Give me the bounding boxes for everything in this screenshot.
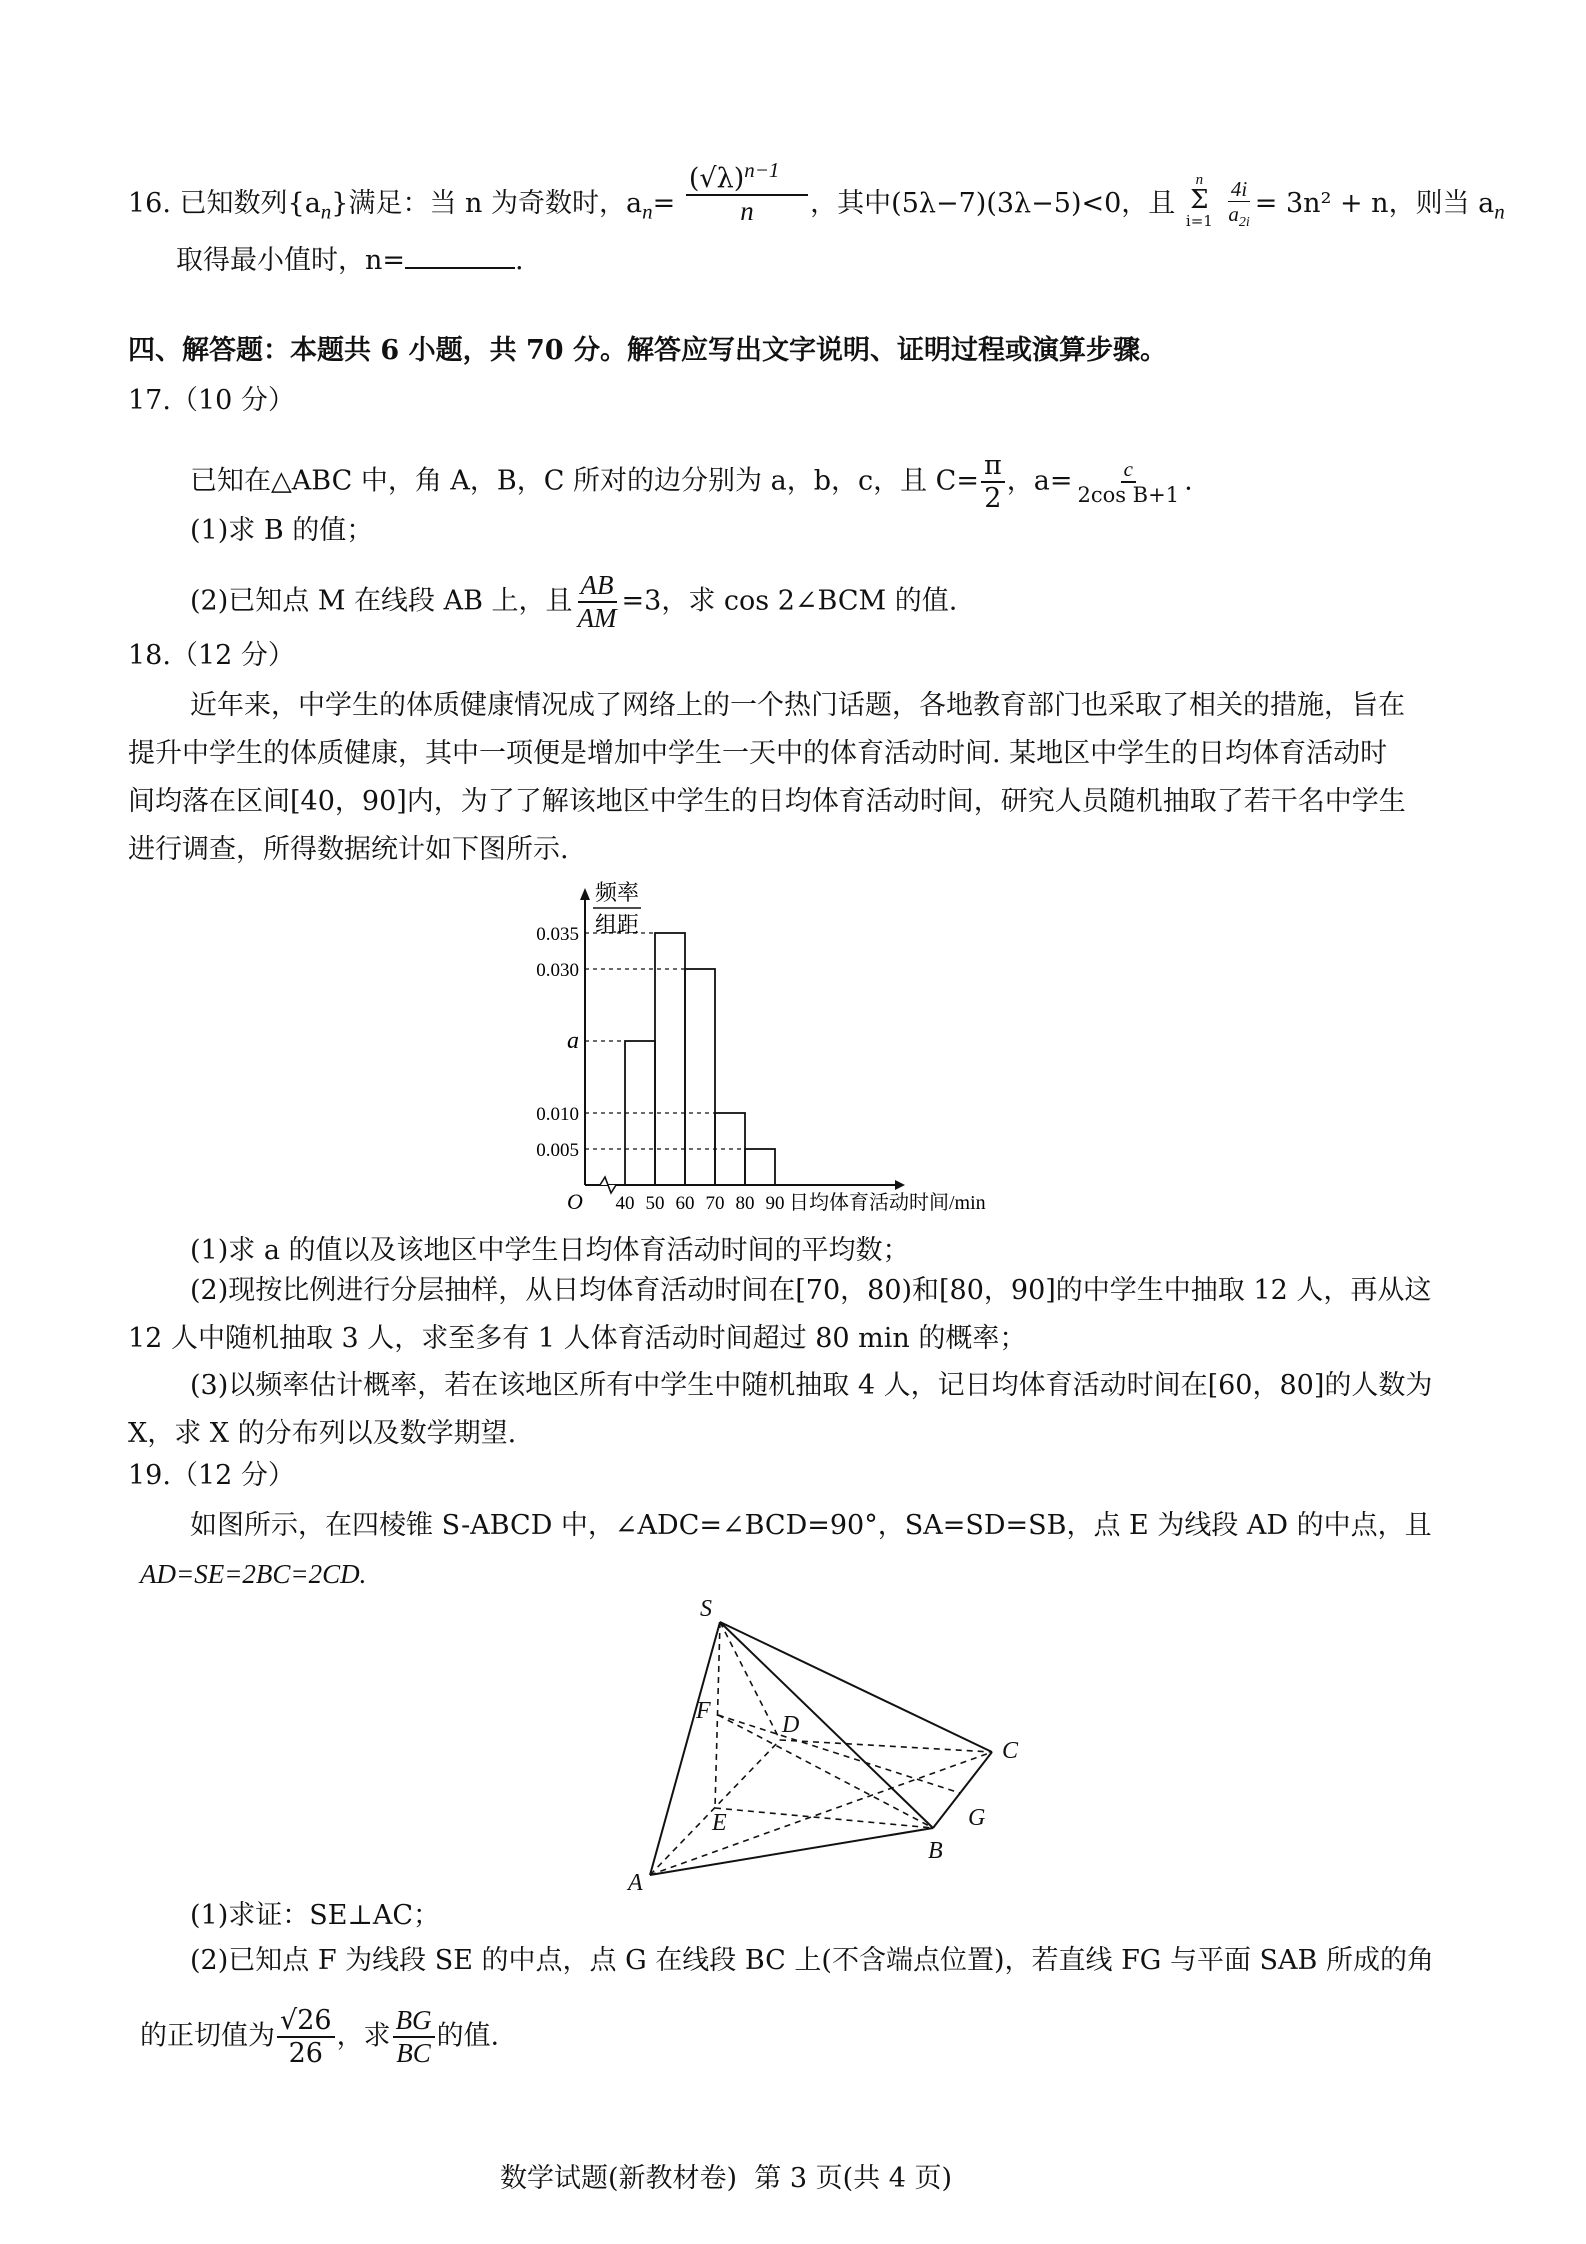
y-tick-label: 0.035 <box>536 924 579 945</box>
q16-text-a: 16. 已知数列{a <box>128 188 321 220</box>
x-tick-label: 90 <box>765 1193 785 1214</box>
q19-sqrt-den: 26 <box>288 2038 323 2070</box>
q17-ab-den: AM <box>577 603 617 634</box>
answer-blank[interactable] <box>405 245 515 269</box>
q17-stem-b: ，a= <box>1006 465 1073 497</box>
histogram-bar <box>745 1149 775 1185</box>
q16-line1: 16. 已知数列$\{a_n\}$满足：当 n 为奇数时，$a_n=$ $\frac{(√\lambda)^{n-1}}{n}$ ，其中(5λ−7)(3λ−5)<0，且 n Σ i=1 $\frac{4i}{a_{2i}}$ = 3n² + n，则当 $a_n$ <box>128 158 1505 231</box>
q17-ab-frac <box>575 570 620 634</box>
q19-stem-b: AD=SE=2BC=2CD. <box>140 1559 367 1589</box>
edge-AB <box>650 1828 933 1875</box>
q18-part3a: (3)以频率估计概率，若在该地区所有中学生中随机抽取 4 人，记日均体育活动时间在[60，80]的人数为 <box>190 1370 1433 1401</box>
x-tick-label: 80 <box>735 1193 755 1214</box>
page-footer: 数学试题(新教材卷) 第 3 页(共 4 页) <box>500 2163 952 2194</box>
q17-c-num: c <box>1121 457 1136 483</box>
q19-bg-den: BC <box>396 2038 431 2069</box>
q17-stem <box>190 450 1193 514</box>
q17-p2-b: =3，求 cos 2∠BCM 的值. <box>621 585 958 617</box>
origin-label: O <box>567 1189 583 1214</box>
label-G: G <box>968 1805 986 1831</box>
q16-text-c: = <box>652 188 676 220</box>
q16-frac-num: (√λ) <box>688 163 745 194</box>
y-tick-label: 0.010 <box>536 1104 579 1125</box>
q16-text-d: ，其中(5λ−7)(3λ−5)<0，且 <box>810 188 1176 220</box>
q19-sqrt-frac <box>277 2005 335 2069</box>
x-axis-label: 日均体育活动时间/min <box>789 1192 986 1214</box>
edge-SA <box>650 1622 720 1875</box>
q17-part1: (1)求 B 的值； <box>190 515 374 546</box>
q17-c-den: 2cos B+1 <box>1077 483 1180 508</box>
histogram-bar <box>685 969 715 1185</box>
label-C: C <box>1002 1738 1019 1764</box>
q16-sum-frac-den-sub: 2i <box>1238 215 1250 231</box>
section-title: 四、解答题：本题共 6 小题，共 70 分。解答应写出文字说明、证明过程或演算步骤。 <box>128 335 1167 366</box>
segment-FG <box>718 1715 960 1793</box>
axis-break <box>600 1177 616 1193</box>
q19-p3-c: 的值. <box>436 2020 500 2052</box>
q17-stem-end: . <box>1184 465 1193 497</box>
q19-header: 19.（12 分） <box>128 1460 295 1491</box>
label-A: A <box>628 1870 643 1896</box>
label-S: S <box>700 1596 712 1622</box>
q19-p3-b: ，求 <box>336 2020 391 2052</box>
q19-part3 <box>140 2005 499 2069</box>
q18-part2b: 12 人中随机抽取 3 人，求至多有 1 人体育活动时间超过 80 min 的概率； <box>128 1323 1027 1354</box>
q16-fraction <box>686 158 808 227</box>
label-F: F <box>696 1698 711 1724</box>
q16-frac-exp: n−1 <box>744 158 780 182</box>
q19-bg-num: BG <box>393 2005 435 2038</box>
x-tick-label: 60 <box>675 1193 695 1214</box>
q18-para-4: 进行调查，所得数据统计如下图所示. <box>128 834 569 865</box>
q17-part2 <box>190 570 957 634</box>
edge-SC <box>720 1622 992 1752</box>
pyramid-diagram <box>590 1590 1110 1900</box>
q19-stem-a: 如图所示，在四棱锥 S-ABCD 中，∠ADC=∠BCD=90°，SA=SD=SB，点 E 为线段 AD 的中点，且 <box>190 1510 1432 1541</box>
q17-c-frac <box>1074 457 1182 507</box>
q16-frac-den: n <box>740 196 754 227</box>
y-label-top: 频率 <box>595 880 640 905</box>
q18-para-2: 提升中学生的体质健康，其中一项便是增加中学生一天中的体育活动时间. 某地区中学生的日均体育活动时 <box>128 738 1388 769</box>
q19-sqrt-num: √26 <box>277 2005 335 2038</box>
q18-para-3: 间均落在区间[40，90]内，为了了解该地区中学生的日均体育活动时间，研究人员随机抽取了若干名中学生 <box>128 786 1406 817</box>
q16-sum-frac <box>1225 177 1252 231</box>
q17-pi-den: 2 <box>984 483 1002 515</box>
edge-EB <box>715 1808 933 1828</box>
x-axis-arrow <box>895 1180 905 1190</box>
q19-part2: (2)已知点 F 为线段 SE 的中点，点 G 在线段 BC 上(不含端点位置)，若直线 FG 与平面 SAB 所成的角 <box>190 1945 1434 1976</box>
label-E: E <box>712 1810 727 1836</box>
q17-ab-num: AB <box>578 570 617 603</box>
histogram-chart <box>525 880 1085 1220</box>
q16-sum-bottom: i=1 <box>1185 212 1213 231</box>
q17-header: 17.（10 分） <box>128 385 295 416</box>
q19-part1: (1)求证：SE⊥AC； <box>190 1900 441 1931</box>
q18-header: 18.（12 分） <box>128 640 295 671</box>
q18-part1: (1)求 a 的值以及该地区中学生日均体育活动时间的平均数； <box>190 1235 910 1266</box>
q16-sum-top: n <box>1195 171 1204 188</box>
y-tick-label: 0.005 <box>536 1140 579 1161</box>
q18-part3b: X，求 X 的分布列以及数学期望. <box>128 1418 517 1449</box>
q17-p2-a: (2)已知点 M 在线段 AB 上，且 <box>190 585 573 617</box>
edge-SD <box>720 1622 780 1740</box>
y-label-bottom: 组距 <box>595 912 640 937</box>
q16-line2-text: 取得最小值时，n= <box>176 245 406 276</box>
q18-para-1: 近年来，中学生的体质健康情况成了网络上的一个热门话题，各地教育部门也采取了相关的措施，旨在 <box>190 690 1405 721</box>
q16-text-b: }满足：当 n 为奇数时，a <box>331 188 643 220</box>
q16-line2-end: . <box>515 245 524 276</box>
label-D: D <box>782 1712 800 1738</box>
x-tick-label: 40 <box>615 1193 635 1214</box>
q16-sum-frac-den: a <box>1228 202 1239 227</box>
q16-text-e: = 3n² + n，则当 a <box>1254 188 1495 220</box>
y-tick-label: 0.030 <box>536 960 579 981</box>
q17-pi-frac <box>981 450 1005 514</box>
edge-DC <box>780 1740 992 1752</box>
q19-bg-frac <box>393 2005 435 2069</box>
q16-sum: n Σ i=1 <box>1185 171 1213 231</box>
x-tick-label: 70 <box>705 1193 725 1214</box>
y-axis-arrow <box>580 888 590 900</box>
q16-line2 <box>176 245 524 277</box>
y-tick-label: a <box>567 1028 579 1054</box>
histogram-bar <box>655 933 685 1185</box>
label-B: B <box>928 1838 943 1864</box>
q17-pi-num: π <box>981 450 1005 483</box>
edge-SB <box>720 1622 933 1828</box>
q18-part2a: (2)现按比例进行分层抽样，从日均体育活动时间在[70，80)和[80，90]的中学生中抽取 12 人，再从这 <box>190 1275 1432 1306</box>
q17-stem-a: 已知在△ABC 中，角 A，B，C 所对的边分别为 a，b，c，且 C= <box>190 465 979 497</box>
q16-sum-frac-num: 4i <box>1228 177 1250 202</box>
q19-p3-a: 的正切值为 <box>140 2020 275 2052</box>
x-tick-label: 50 <box>645 1193 665 1214</box>
